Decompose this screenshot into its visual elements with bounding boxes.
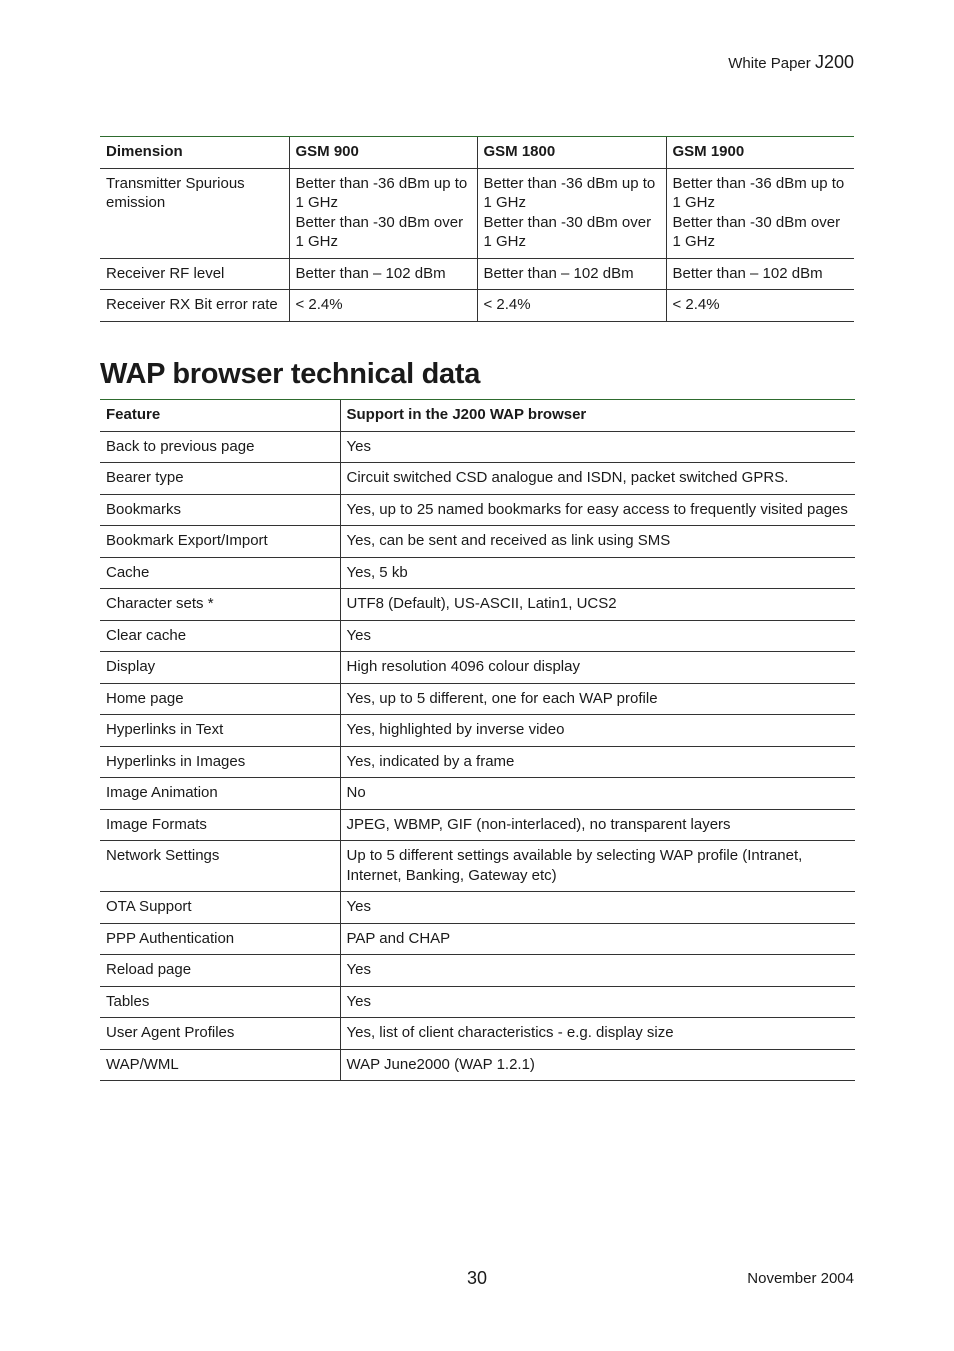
table-row [100, 809, 855, 841]
value-cell [289, 258, 477, 290]
feature-cell: Bookmark Export/Import [100, 526, 340, 558]
value-line: Better than – 102 dBm [672, 264, 823, 282]
wap-header-cell: Support in the J200 WAP browser [340, 400, 855, 432]
feature-cell: WAP/WML [100, 1049, 340, 1081]
spec-header-cell: Dimension [100, 137, 289, 169]
table-row [100, 526, 855, 558]
support-cell: Yes, up to 25 named bookmarks for easy access to frequently visited pages [340, 494, 855, 526]
dimension-cell: Transmitter Spurious emission [100, 168, 289, 258]
feature-cell: Clear cache [100, 620, 340, 652]
table-row [100, 955, 855, 987]
value-line: < 2.4% [295, 296, 343, 313]
support-cell: No [340, 778, 855, 810]
table-row [100, 841, 855, 892]
footer-date: November 2004 [747, 1270, 854, 1287]
table-row [100, 589, 855, 621]
feature-cell: Character sets * [100, 589, 340, 621]
table-row [100, 620, 855, 652]
support-cell: Yes [340, 955, 855, 987]
value-cell [666, 168, 854, 258]
support-cell: Yes, 5 kb [340, 557, 855, 589]
table-row [100, 1049, 855, 1081]
support-cell: PAP and CHAP [340, 923, 855, 955]
feature-cell: Reload page [100, 955, 340, 987]
table-row [100, 683, 855, 715]
value-cell [477, 168, 666, 258]
page-header [728, 52, 854, 73]
table-row [100, 258, 854, 290]
value-line: Better than -30 dBm over 1 GHz [483, 213, 652, 250]
feature-cell: Bearer type [100, 463, 340, 495]
dimension-cell: Receiver RF level [100, 258, 289, 290]
table-row [100, 923, 855, 955]
page-number: 30 [466, 1268, 488, 1288]
wap-header-cell: Feature [100, 400, 340, 432]
table-row [100, 778, 855, 810]
dimension-cell: Receiver RX Bit error rate [100, 290, 289, 322]
table-row [100, 892, 855, 924]
value-line: Better than -36 dBm up to 1 GHz [295, 174, 468, 211]
table-row [100, 986, 855, 1018]
value-line: Better than -36 dBm up to 1 GHz [672, 174, 845, 211]
value-cell [477, 258, 666, 290]
support-cell: Yes, up to 5 different, one for each WAP profile [340, 683, 855, 715]
feature-cell: OTA Support [100, 892, 340, 924]
feature-cell: Display [100, 652, 340, 684]
table-row [100, 557, 855, 589]
feature-cell: User Agent Profiles [100, 1018, 340, 1050]
value-line: Better than -36 dBm up to 1 GHz [483, 174, 656, 211]
table-row [100, 1018, 855, 1050]
feature-cell: Hyperlinks in Images [100, 746, 340, 778]
value-cell [477, 290, 666, 322]
wap-table-header-row [100, 400, 855, 432]
feature-cell: Image Formats [100, 809, 340, 841]
spec-header-cell: GSM 1900 [666, 137, 854, 169]
value-line: Better than – 102 dBm [483, 264, 634, 282]
spec-header-cell: GSM 1800 [477, 137, 666, 169]
value-cell [666, 258, 854, 290]
spec-table [100, 136, 854, 322]
support-cell: UTF8 (Default), US-ASCII, Latin1, UCS2 [340, 589, 855, 621]
table-row [100, 168, 854, 258]
value-line: < 2.4% [672, 296, 720, 313]
value-line: Better than -30 dBm over 1 GHz [672, 213, 841, 250]
wap-table [100, 399, 855, 1081]
feature-cell: Home page [100, 683, 340, 715]
support-cell: Yes, can be sent and received as link using SMS [340, 526, 855, 558]
support-cell: WAP June2000 (WAP 1.2.1) [340, 1049, 855, 1081]
feature-cell: Hyperlinks in Text [100, 715, 340, 747]
value-cell [289, 290, 477, 322]
value-cell [289, 168, 477, 258]
support-cell: Yes [340, 986, 855, 1018]
value-line: < 2.4% [483, 296, 531, 313]
table-row [100, 290, 854, 322]
feature-cell: Network Settings [100, 841, 340, 892]
table-row [100, 652, 855, 684]
support-cell: High resolution 4096 colour display [340, 652, 855, 684]
header-label: White Paper [728, 55, 811, 72]
support-cell: JPEG, WBMP, GIF (non-interlaced), no transparent layers [340, 809, 855, 841]
value-cell [666, 290, 854, 322]
section-title: WAP browser technical data [100, 358, 481, 390]
support-cell: Yes [340, 620, 855, 652]
feature-cell: Image Animation [100, 778, 340, 810]
feature-cell: Cache [100, 557, 340, 589]
spec-header-cell: GSM 900 [289, 137, 477, 169]
feature-cell: Back to previous page [100, 431, 340, 463]
support-cell: Yes, indicated by a frame [340, 746, 855, 778]
support-cell: Yes, list of client characteristics - e.g. display size [340, 1018, 855, 1050]
table-row [100, 715, 855, 747]
value-line: Better than -30 dBm over 1 GHz [295, 213, 464, 250]
wap-table-body [100, 431, 855, 1081]
value-line: Better than – 102 dBm [295, 264, 446, 282]
feature-cell: PPP Authentication [100, 923, 340, 955]
feature-cell: Tables [100, 986, 340, 1018]
support-cell: Circuit switched CSD analogue and ISDN, packet switched GPRS. [340, 463, 855, 495]
spec-table-body [100, 168, 854, 321]
feature-cell: Bookmarks [100, 494, 340, 526]
support-cell: Yes [340, 431, 855, 463]
support-cell: Up to 5 different settings available by selecting WAP profile (Intranet, Internet, Banking, Gateway etc) [340, 841, 855, 892]
header-product: J200 [814, 52, 854, 72]
table-row [100, 746, 855, 778]
table-row [100, 463, 855, 495]
support-cell: Yes [340, 892, 855, 924]
table-row [100, 494, 855, 526]
table-row [100, 431, 855, 463]
spec-table-header-row [100, 137, 854, 169]
support-cell: Yes, highlighted by inverse video [340, 715, 855, 747]
